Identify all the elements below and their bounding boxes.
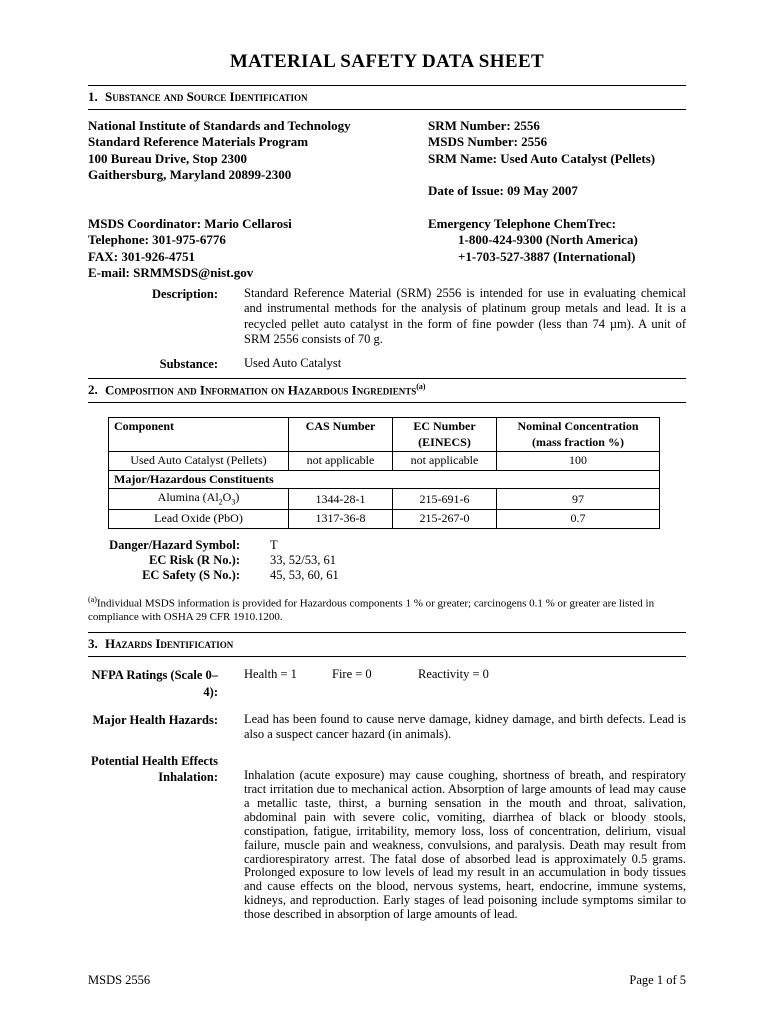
emergency-international: +1-703-527-3887 (International) <box>458 248 636 264</box>
major-health-hazards <box>88 712 686 743</box>
major-hazards-label: Major Health Hazards: <box>92 712 218 727</box>
reactivity-rating: Reactivity = 0 <box>418 667 489 682</box>
table-cell: not applicable <box>393 452 497 471</box>
section-title: Substance and Source Identification <box>105 88 308 104</box>
document-title: MATERIAL SAFETY DATA SHEET <box>229 51 545 72</box>
table-cell: 215-267-0 <box>393 510 497 529</box>
table-cell: 0.7 <box>497 510 660 529</box>
table-row <box>109 489 660 510</box>
table-cell: Lead Oxide (PbO) <box>109 510 289 529</box>
inhalation-field <box>88 769 686 922</box>
description-label: Description: <box>152 286 218 301</box>
srm-name: SRM Name: Used Auto Catalyst (Pellets) <box>428 150 656 166</box>
column-header: Component <box>109 418 289 452</box>
substance-label: Substance: <box>159 356 218 371</box>
nfpa-label: NFPA Ratings (Scale 0–4): <box>91 668 218 699</box>
ec-risk-label: EC Risk (R No.): <box>149 552 240 567</box>
fire-rating: Fire = 0 <box>332 667 372 682</box>
description-field <box>88 286 686 348</box>
description-text: Standard Reference Material (SRM) 2556 is intended for use in evaluating chemical and instrumental methods for the analysis of platinum group metals and lead. It is a recycled pellet auto catalyst in the form of fine powder (less than 74 µm). A unit of SRM 2556 consists of 70 g. <box>244 285 686 347</box>
srm-number: SRM Number: 2556 <box>428 117 540 133</box>
table-header-row <box>109 418 660 452</box>
hazard-codes <box>88 538 686 583</box>
section-3-heading <box>88 632 686 657</box>
table-row <box>109 452 660 471</box>
inhalation-label: Inhalation: <box>158 770 218 785</box>
nfpa-ratings <box>88 667 686 700</box>
table-subheading: Major/Hazardous Constituents <box>109 470 660 489</box>
org-line: Standard Reference Materials Program <box>88 134 309 150</box>
footnote-mark: (a) <box>88 594 97 604</box>
date-of-issue: Date of Issue: 09 May 2007 <box>428 183 578 199</box>
table-cell: 100 <box>497 452 660 471</box>
ec-risk-value: 33, 52/53, 61 <box>270 552 336 567</box>
ec-safety-value: 45, 53, 60, 61 <box>270 567 339 582</box>
msds-coordinator: MSDS Coordinator: Mario Cellarosi <box>88 215 292 231</box>
org-line: Gaithersburg, Maryland 20899-2300 <box>88 167 292 183</box>
document-page <box>88 50 686 922</box>
column-header: EC Number (EINECS) <box>393 418 497 452</box>
ec-safety-row <box>88 568 686 583</box>
substance-value: Used Auto Catalyst <box>244 355 342 370</box>
msds-number: MSDS Number: 2556 <box>428 134 548 150</box>
emergency-label: Emergency Telephone ChemTrec: <box>428 215 616 231</box>
ec-risk-row <box>88 553 686 568</box>
table-cell: 1344-28-1 <box>289 489 393 510</box>
substance-field <box>88 356 686 372</box>
telephone: Telephone: 301-975-6776 <box>88 232 226 248</box>
page-number: Page 1 of 5 <box>629 973 686 987</box>
inhalation-text: Inhalation (acute exposure) may cause coughing, shortness of breath, and respiratory tract irritation due to mechanical action. Absorption of large amounts of lead may cause a metallic taste, thirst, a burning sensation in the mouth and throat, salivation, abdominal pain with severe colic, vomiting, diarrhea of black or bloody stools, constipation, fatigue, irritability, memory loss, loss of concentration, delirium, visual failure, muscle pain and weakness, convulsions, and paralysis. Death may result from cardiorespiratory arrest. The fatal dose of absorbed lead is approximately 0.5 grams. Prolonged exposure to low levels of lead my result in an accumulation in body tissues and cause effects on the blood, nervous systems, heart, endocrine, immune systems, kidneys, and reproduction. Early stages of lead poisoning include symptoms similar to those described in absorption of large amounts of lead. <box>244 768 686 922</box>
section-number: 2. <box>88 382 98 398</box>
column-header: CAS Number <box>289 418 393 452</box>
health-rating: Health = 1 <box>244 667 297 682</box>
composition-table <box>108 417 660 529</box>
org-line: National Institute of Standards and Technology <box>88 117 351 133</box>
organization-block <box>88 118 428 282</box>
source-identification <box>88 118 686 282</box>
table-subheading-row <box>109 470 660 489</box>
table-cell: Alumina $(Al_2O_3)$ <box>109 489 289 510</box>
section-title: Hazards Identification <box>105 636 234 652</box>
srm-block <box>428 118 686 282</box>
footnote <box>88 593 686 625</box>
potential-effects-label: Potential Health Effects <box>90 753 218 768</box>
footnote-ref: (a) <box>416 381 426 391</box>
email: E-mail: SRMMSDS@nist.gov <box>88 265 254 281</box>
org-line: 100 Bureau Drive, Stop 2300 <box>88 150 248 166</box>
table-cell: 215-691-6 <box>393 489 497 510</box>
footnote-text: Individual MSDS information is provided for Hazardous components 1 % or greater; carcinogens 0.1 % or greater are listed in compliance with OSHA 29 CFR 1910.1200. <box>88 597 655 624</box>
table-cell: not applicable <box>289 452 393 471</box>
footer-doc-id: MSDS 2556 <box>88 973 151 987</box>
danger-symbol-row <box>88 538 686 553</box>
column-header: Nominal Concentration (mass fraction %) <box>497 418 660 452</box>
section-title: Composition and Information on Hazardous Ingredients <box>105 382 417 398</box>
danger-symbol-label: Danger/Hazard Symbol: <box>109 537 240 552</box>
potential-health-effects <box>88 753 686 769</box>
section-number: 3. <box>88 636 98 652</box>
table-cell: Used Auto Catalyst (Pellets) <box>109 452 289 471</box>
table-cell: 1317-36-8 <box>289 510 393 529</box>
ec-safety-label: EC Safety (S No.): <box>142 567 240 582</box>
table-row <box>109 510 660 529</box>
section-1-heading <box>88 85 686 110</box>
major-hazards-text: Lead has been found to cause nerve damage, kidney damage, and birth defects. Lead is also a suspect cancer hazard (in animals). <box>244 711 686 742</box>
page-footer <box>88 972 686 988</box>
fax: FAX: 301-926-4751 <box>88 248 195 264</box>
section-number: 1. <box>88 88 98 104</box>
danger-symbol-value: T <box>270 537 278 552</box>
emergency-north-america: 1-800-424-9300 (North America) <box>458 232 638 248</box>
table-cell: 97 <box>497 489 660 510</box>
section-2-heading <box>88 378 686 403</box>
